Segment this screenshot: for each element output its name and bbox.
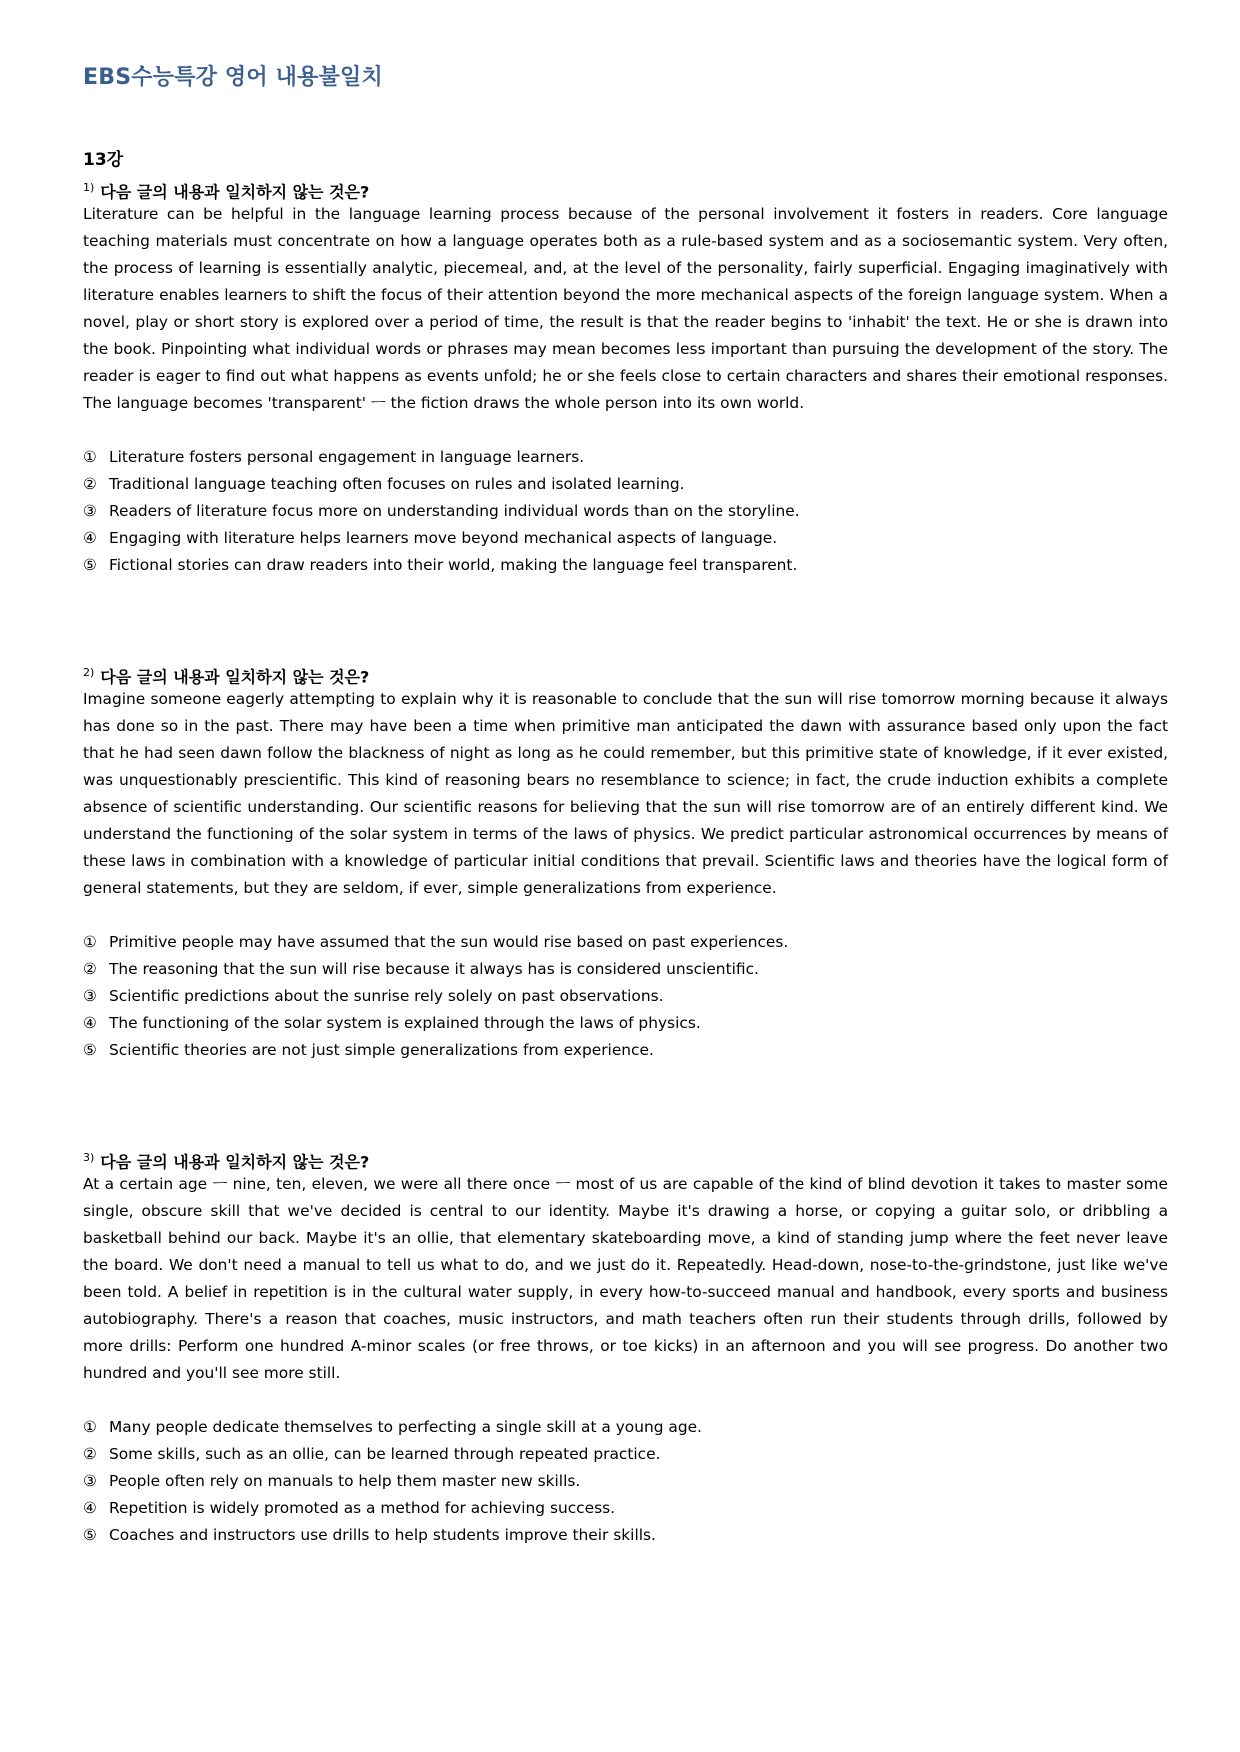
choice-marker: ⑤ [83, 1526, 97, 1544]
choice-text: Scientific theories are not just simple generalizations from experience. [109, 1041, 654, 1059]
choice-text: Primitive people may have assumed that the sun would rise based on past experiences. [109, 933, 789, 951]
answer-choice-1[interactable] [83, 444, 1168, 471]
answer-choice-4[interactable] [83, 1495, 1168, 1522]
document-title: EBS수능특강 영어 내용불일치 [83, 65, 383, 90]
answer-choice-1[interactable] [83, 929, 1168, 956]
answer-choice-2[interactable] [83, 956, 1168, 983]
answer-choice-3[interactable] [83, 498, 1168, 525]
choice-marker: ③ [83, 987, 97, 1005]
question-header [83, 659, 1168, 686]
question-header [83, 1144, 1168, 1171]
choice-marker: ① [83, 1418, 97, 1436]
answer-choice-5[interactable] [83, 552, 1168, 579]
answer-choices [83, 929, 1168, 1064]
question-prompt: 다음 글의 내용과 일치하지 않는 것은? [100, 667, 370, 687]
choice-text: Literature fosters personal engagement in language learners. [109, 448, 585, 466]
answer-choice-4[interactable] [83, 1010, 1168, 1037]
answer-choice-5[interactable] [83, 1037, 1168, 1064]
answer-choice-5[interactable] [83, 1522, 1168, 1549]
question-passage: Imagine someone eagerly attempting to explain why it is reasonable to conclude that the sun will rise tomorrow morning because it always has done so in the past. There may have been a time when primitive man anticipated the dawn with assurance based only upon the fact that he had seen dawn follow the blackness of night as long as he could remember, but this primitive state of knowledge, if it ever existed, was unquestionably prescientific. This kind of reasoning bears no resemblance to science; in fact, the crude induction exhibits a complete absence of scientific understanding. Our scientific reasons for believing that the sun will rise tomorrow are of an entirely different kind. We understand the functioning of the solar system in terms of the laws of physics. We predict particular astronomical occurrences by means of these laws in combination with a knowledge of particular initial conditions that prevail. Scientific laws and theories have the logical form of general statements, but they are seldom, if ever, simple generalizations from experience. [83, 690, 1168, 897]
choice-text: Readers of literature focus more on understanding individual words than on the storyline. [109, 502, 800, 520]
answer-choice-3[interactable] [83, 983, 1168, 1010]
choice-text: Traditional language teaching often focuses on rules and isolated learning. [109, 475, 685, 493]
choice-text: Many people dedicate themselves to perfecting a single skill at a young age. [109, 1418, 702, 1436]
choice-text: The functioning of the solar system is explained through the laws of physics. [109, 1014, 701, 1032]
choice-marker: ④ [83, 1499, 97, 1517]
choice-text: The reasoning that the sun will rise because it always has is considered unscientific. [109, 960, 759, 978]
answer-choices [83, 444, 1168, 579]
choice-marker: ③ [83, 1472, 97, 1490]
choice-marker: ⑤ [83, 556, 97, 574]
choice-text: Engaging with literature helps learners move beyond mechanical aspects of language. [109, 529, 778, 547]
choice-text: Coaches and instructors use drills to help students improve their skills. [109, 1526, 656, 1544]
question-number: 2) [83, 666, 95, 679]
question-prompt: 다음 글의 내용과 일치하지 않는 것은? [100, 182, 370, 202]
choice-text: Some skills, such as an ollie, can be learned through repeated practice. [109, 1445, 661, 1463]
question-number: 3) [83, 1151, 95, 1164]
choice-text: Repetition is widely promoted as a method for achieving success. [109, 1499, 616, 1517]
answer-choice-2[interactable] [83, 471, 1168, 498]
choice-marker: ④ [83, 529, 97, 547]
choice-marker: ② [83, 960, 97, 978]
choice-marker: ④ [83, 1014, 97, 1032]
answer-choice-4[interactable] [83, 525, 1168, 552]
question-2 [83, 659, 1168, 1064]
choice-marker: ③ [83, 502, 97, 520]
question-header [83, 174, 1168, 201]
choice-text: Fictional stories can draw readers into their world, making the language feel transparent. [109, 556, 798, 574]
answer-choices [83, 1414, 1168, 1549]
question-1 [83, 174, 1168, 579]
choice-text: Scientific predictions about the sunrise rely solely on past observations. [109, 987, 664, 1005]
question-passage: Literature can be helpful in the language learning process because of the personal involvement it fosters in readers. Core language teaching materials must concentrate on how a language operates both as a rule-based system and as a sociosemantic system. Very often, the process of learning is essentially analytic, piecemeal, and, at the level of the personality, fairly superficial. Engaging imaginatively with literature enables learners to shift the focus of their attention beyond the more mechanical aspects of the foreign language system. When a novel, play or short story is explored over a period of time, the result is that the reader begins to 'inhabit' the text. He or she is drawn into the book. Pinpointing what individual words or phrases may mean becomes less important than pursuing the development of the story. The reader is eager to find out what happens as events unfold; he or she feels close to certain characters and shares their emotional responses. The language becomes 'transparent' ㅡ the fiction draws the whole person into its own world. [83, 205, 1168, 412]
choice-marker: ① [83, 448, 97, 466]
choice-marker: ⑤ [83, 1041, 97, 1059]
question-prompt: 다음 글의 내용과 일치하지 않는 것은? [100, 1152, 370, 1172]
choice-marker: ① [83, 933, 97, 951]
choice-marker: ② [83, 1445, 97, 1463]
question-3 [83, 1144, 1168, 1549]
question-passage: At a certain age ㅡ nine, ten, eleven, we were all there once ㅡ most of us are capable of the kind of blind devotion it takes to master some single, obscure skill that we've decided is central to our identity. Maybe it's drawing a horse, or copying a guitar solo, or dribbling a basketball behind our back. Maybe it's an ollie, that elementary skateboarding move, a kind of standing jump where the feet never leave the board. We don't need a manual to tell us what to do, and we just do it. Repeatedly. Head-down, nose-to-the-grindstone, just like we've been told. A belief in repetition is in the cultural water supply, in every how-to-succeed manual and handbook, every sports and business autobiography. There's a reason that coaches, music instructors, and math teachers often run their students through drills, followed by more drills: Perform one hundred A-minor scales (or free throws, or toe kicks) in an afternoon and you will see progress. Do another two hundred and you'll see more still. [83, 1175, 1168, 1382]
question-number: 1) [83, 181, 95, 194]
answer-choice-3[interactable] [83, 1468, 1168, 1495]
answer-choice-1[interactable] [83, 1414, 1168, 1441]
choice-text: People often rely on manuals to help them master new skills. [109, 1472, 581, 1490]
answer-choice-2[interactable] [83, 1441, 1168, 1468]
choice-marker: ② [83, 475, 97, 493]
lesson-label: 13강 [83, 150, 124, 170]
